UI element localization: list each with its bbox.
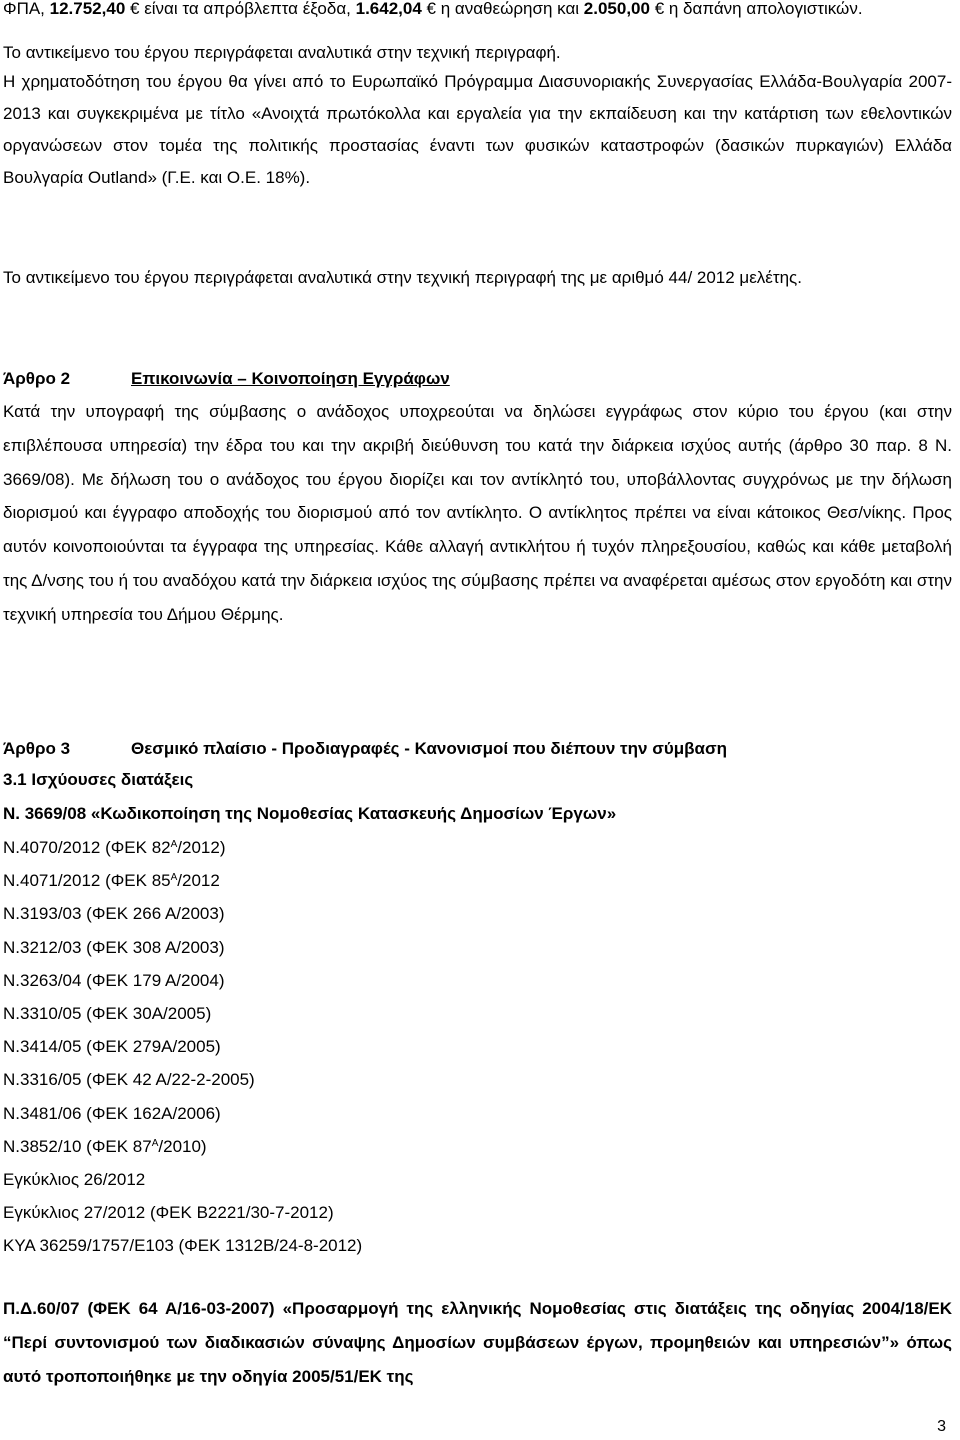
article-2-title: Επικοινωνία – Κοινοποίηση Εγγράφων bbox=[131, 369, 450, 388]
contingency-text: είναι τα απρόβλεπτα έξοδα, bbox=[139, 0, 356, 18]
law-item bbox=[3, 1203, 334, 1223]
law-item-superscript: Α bbox=[170, 839, 178, 850]
code-law-title: Ν. 3669/08 «Κωδικοποίηση της Νομοθεσίας Κατασκευής Δημοσίων Έργων» bbox=[3, 804, 617, 823]
cost-breakdown-paragraph bbox=[3, 0, 952, 20]
law-item-suffix: /2012 bbox=[177, 871, 220, 891]
funding-paragraph: Η χρηματοδότηση του έργου θα γίνει από το Ευρωπαϊκό Πρόγραμμα Διασυνοριακής Συνεργασίας Ελλάδα-Βουλγαρία 2007-2013 και συγκεκριμένα με τίτλο «Ανοιχτά πρωτόκολλα και εργαλεία για την εκπαίδευση και την κατάρτιση των εθελοντικών οργανώσεων στον τομέα της πολιτικής προστασίας έναντι των φυσικών καταστροφών (δασικών πυρκαγιών) Ελλάδα Βουλγαρία Outland» (Γ.Ε. και Ο.Ε. 18%). bbox=[3, 72, 952, 187]
law-item-text: ΚΥΑ 36259/1757/Ε103 (ΦΕΚ 1312Β/24-8-2012) bbox=[3, 1236, 363, 1256]
revision-text: η αναθεώρηση και bbox=[436, 0, 584, 18]
article-3-heading bbox=[3, 738, 952, 760]
law-item bbox=[3, 1004, 211, 1024]
article-3-number: Άρθρο 3 bbox=[3, 739, 71, 758]
law-item-text: Ν.3212/03 (ΦΕΚ 308 Α/2003) bbox=[3, 937, 225, 957]
law-item bbox=[3, 1170, 145, 1190]
law-item-text: Ν.3193/03 (ΦΕΚ 266 Α/2003) bbox=[3, 904, 225, 924]
page-number: 3 bbox=[937, 1418, 946, 1435]
article-2-body: Κατά την υπογραφή της σύμβασης ο ανάδοχος υποχρεούται να δηλώσει εγγράφως στον κύριο του έργου (και στην επιβλέπουσα υπηρεσία) την έδρα του και την ακριβή διεύθυνση του κατά την διάρκεια ισχύος αυτής (άρθρο 30 παρ. 8 Ν. 3669/08). Με δήλωση του ο ανάδοχος του έργου διορίζει και τον αντίκλητό του, υποβάλλοντας συγχρόνως με την δήλωση διορισμού και έγγραφο αποδοχής του διορισμού από τον αντίκλητο. Ο αντίκλητος πρέπει να είναι κάτοικος Θεσ/νίκης. Προς αυτόν κοινοποιούνται τα έγγραφα της υπηρεσίας. Κάθε αλλαγή αντικλήτου ή τυχόν πληρεξουσίου, καθώς και κάθε μεταβολή της Δ/νσης του ή του αναδόχου κατά την διάρκεια ισχύος της σύμβασης πρέπει να αναφέρεται αμέσως στον εργοδότη και στην τεχνική υπηρεσία του Δήμου Θέρμης. bbox=[3, 402, 952, 624]
law-item bbox=[3, 1236, 362, 1256]
law-item-text: Ν.3263/04 (ΦΕΚ 179 Α/2004) bbox=[3, 970, 225, 990]
law-item bbox=[3, 1104, 221, 1124]
law-item-text: Ν.3316/05 (ΦΕΚ 42 Α/22-2-2005) bbox=[3, 1070, 255, 1090]
law-item-text: Ν.3310/05 (ΦΕΚ 30Α/2005) bbox=[3, 1004, 212, 1023]
article-3-title: Θεσμικό πλαίσιο - Προδιαγραφές - Κανονισμοί που διέπουν την σύμβαση bbox=[131, 739, 727, 758]
euro-sign-icon: € bbox=[421, 0, 436, 18]
revision-amount: 1.642,04 bbox=[355, 0, 422, 18]
law-item-superscript: Α bbox=[151, 1137, 159, 1149]
subsection-3-1-heading: 3.1 Ισχύουσες διατάξεις bbox=[3, 770, 194, 789]
article-2-number: Άρθρο 2 bbox=[3, 369, 71, 388]
presidential-decree-paragraph: Π.Δ.60/07 (ΦΕΚ 64 Α/16-03-2007) «Προσαρμογή της ελληνικής Νομοθεσίας στις διατάξεις της οδηγίας 2004/18/ΕΚ “Περί συντονισμού των διαδικασιών σύναψης Δημοσίων συμβάσεων έργων, προμηθειών και υπηρεσιών”» όπως αυτό τροποποιήθηκε με την οδηγία 2005/51/ΕΚ της bbox=[3, 1299, 952, 1386]
law-item bbox=[3, 871, 220, 891]
euro-sign-icon: € bbox=[649, 0, 665, 18]
law-item bbox=[3, 938, 225, 958]
object-description-paragraph: Το αντικείμενο του έργου περιγράφεται αναλυτικά στην τεχνική περιγραφή. bbox=[3, 43, 561, 62]
law-item bbox=[3, 1037, 221, 1057]
law-item-superscript: Α bbox=[170, 872, 178, 884]
law-item-text: Ν.3852/10 (ΦΕΚ 87 bbox=[3, 1136, 152, 1156]
euro-sign-icon: € bbox=[125, 0, 140, 18]
expenditure-amount: 2.050,00 bbox=[583, 0, 650, 18]
law-item-text: Ν.3414/05 (ΦΕΚ 279Α/2005) bbox=[3, 1037, 221, 1057]
study-reference-paragraph: Το αντικείμενο του έργου περιγράφεται αναλυτικά στην τεχνική περιγραφή της με αριθμό 44/ 2012 μελέτης. bbox=[3, 268, 802, 287]
law-item bbox=[3, 838, 226, 858]
law-item bbox=[3, 1137, 207, 1157]
law-item-text: Ν.4070/2012 (ΦΕΚ 82 bbox=[3, 838, 171, 857]
law-item bbox=[3, 1070, 255, 1090]
law-item-text: Εγκύκλιος 27/2012 (ΦΕΚ Β2221/30-7-2012) bbox=[3, 1203, 334, 1223]
vat-label: ΦΠΑ, bbox=[3, 0, 50, 18]
expenditure-text: η δαπάνη απολογιστικών. bbox=[664, 0, 863, 18]
law-item bbox=[3, 904, 225, 924]
law-item-text: Ν.3481/06 (ΦΕΚ 162Α/2006) bbox=[3, 1103, 221, 1123]
law-item-suffix: /2012) bbox=[177, 838, 226, 857]
law-item-suffix: /2010) bbox=[158, 1136, 207, 1156]
law-item-text: Ν.4071/2012 (ΦΕΚ 85 bbox=[3, 871, 171, 891]
article-2-heading bbox=[3, 368, 952, 390]
contingency-amount: 12.752,40 bbox=[49, 0, 126, 18]
law-item-text: Εγκύκλιος 26/2012 bbox=[3, 1170, 146, 1189]
law-item bbox=[3, 971, 225, 991]
